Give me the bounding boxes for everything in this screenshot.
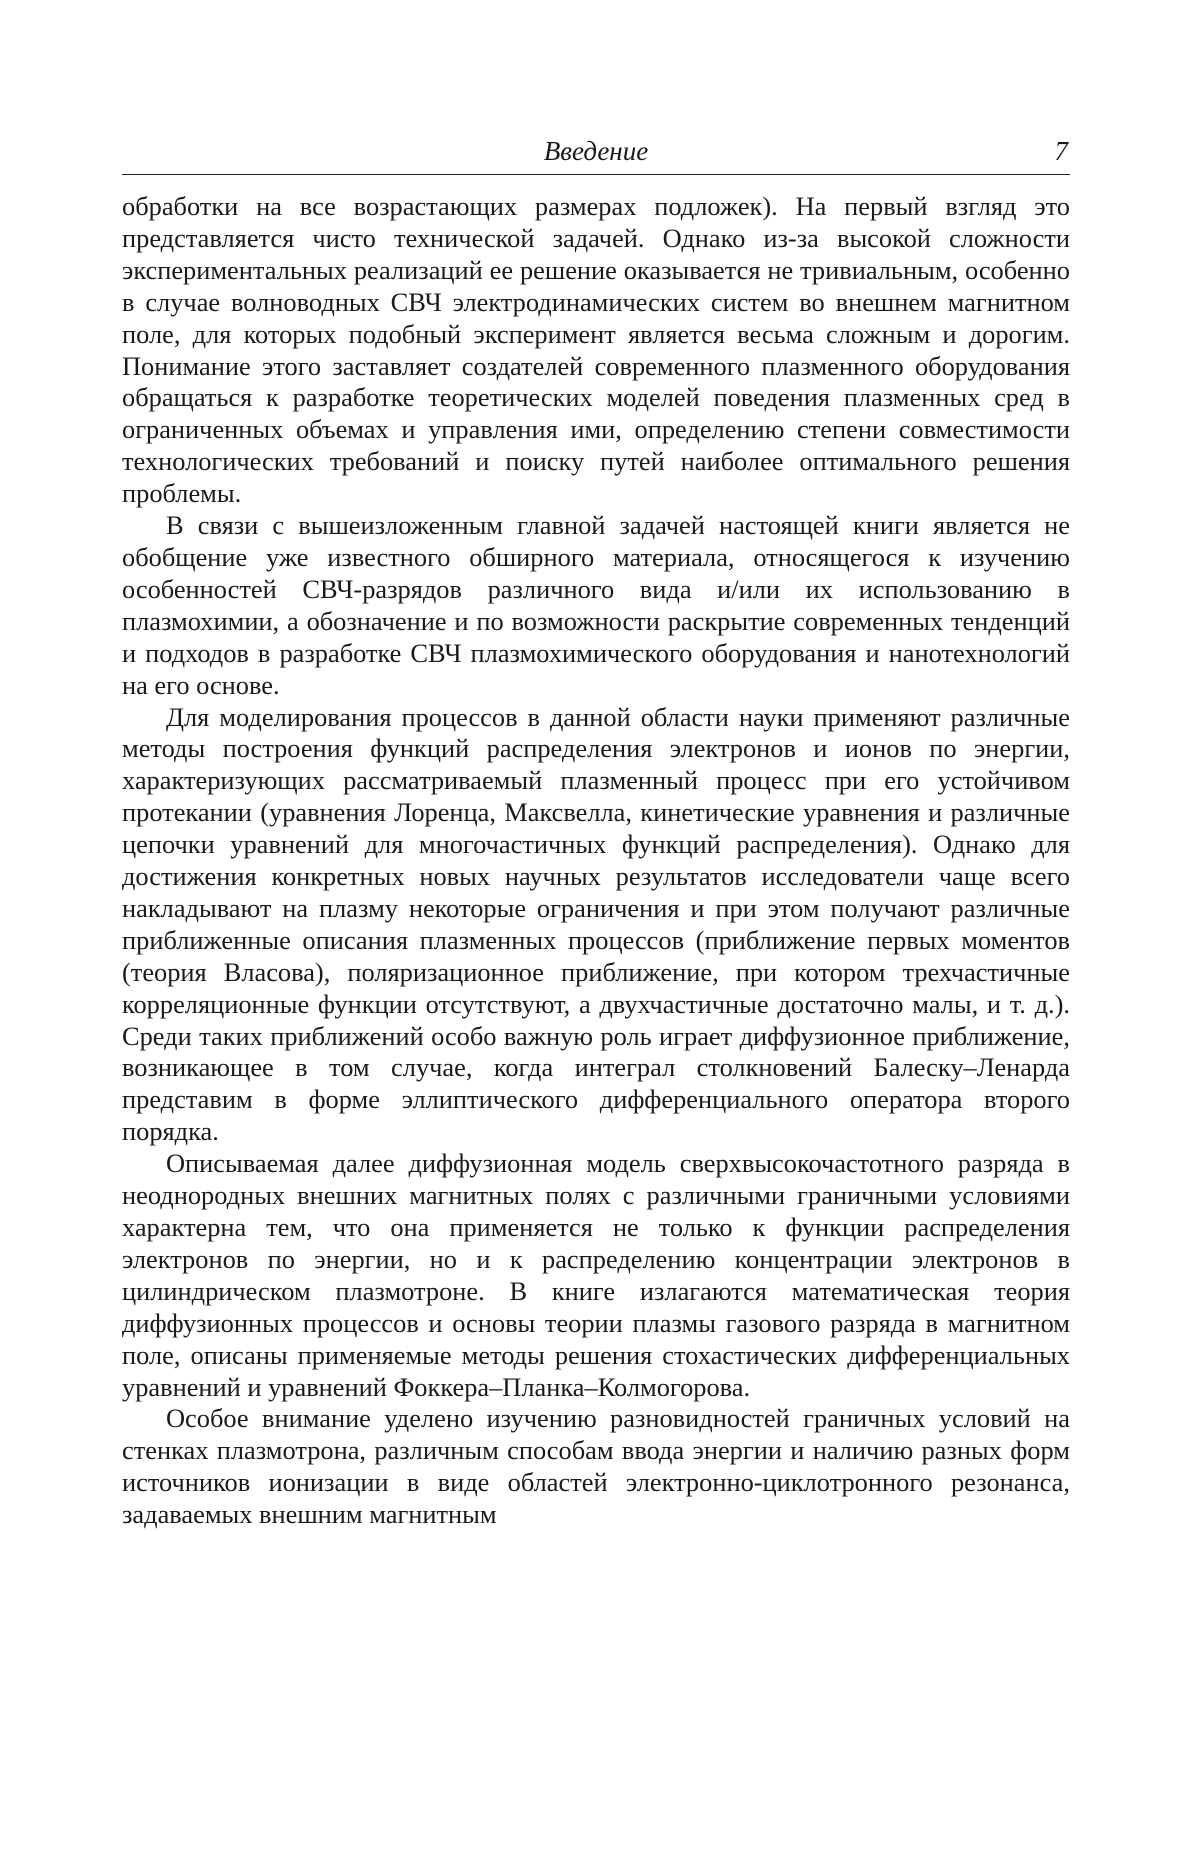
paragraph: обработки на все возрастающих размерах подложек). На первый взгляд это представляется чисто технической задачей. Однако из-за высокой сложности экспериментальных реализаций ее решение оказывается не тривиальным, особенно в случае волноводных СВЧ электродинамических систем во внешнем магнитном поле, для которых подобный эксперимент является весьма сложным и дорогим. Понимание этого заставляет создателей современного плазменного оборудования обращаться к разработке теоретических моделей поведения плазменных сред в ограниченных объемах и управления ими, определению степени совместимости технологических требований и поиску путей наиболее оптимального решения проблемы. [122, 191, 1070, 510]
page-number: 7 [1055, 136, 1069, 167]
running-header [122, 130, 1070, 175]
book-page [122, 130, 1070, 1531]
body-text [122, 191, 1070, 1531]
paragraph: Особое внимание уделено изучению разновидностей граничных условий на стенках плазмотрона, различным способам ввода энергии и наличию разных форм источников ионизации в виде областей электронно-циклотронного резонанса, задаваемых внешним магнитным [122, 1403, 1070, 1531]
paragraph: Описываемая далее диффузионная модель сверхвысокочастотного разряда в неоднородных внешних магнитных полях с различными граничными условиями характерна тем, что она применяется не только к функции распределения электронов по энергии, но и к распределению концентрации электронов в цилиндрическом плазмотроне. В книге излагаются математическая теория диффузионных процессов и основы теории плазмы газового разряда в магнитном поле, описаны применяемые методы решения стохастических дифференциальных уравнений и уравнений Фоккера–Планка–Колмогорова. [122, 1148, 1070, 1403]
paragraph: В связи с вышеизложенным главной задачей настоящей книги является не обобщение уже известного обширного материала, относящегося к изучению особенностей СВЧ-разрядов различного вида и/или их использованию в плазмохимии, а обозначение и по возможности раскрытие современных тенденций и подходов в разработке СВЧ плазмохимического оборудования и нанотехнологий на его основе. [122, 510, 1070, 701]
running-title: Введение [122, 136, 1070, 167]
paragraph: Для моделирования процессов в данной области науки применяют различные методы построения функций распределения электронов и ионов по энергии, характеризующих рассматриваемый плазменный процесс при его устойчивом протекании (уравнения Лоренца, Максвелла, кинетические уравнения и различные цепочки уравнений для многочастичных функций распределения). Однако для достижения конкретных новых научных результатов исследователи чаще всего накладывают на плазму некоторые ограничения и при этом получают различные приближенные описания плазменных процессов (приближение первых моментов (теория Власова), поляризационное приближение, при котором трехчастичные корреляционные функции отсутствуют, а двухчастичные достаточно малы, и т. д.). Среди таких приближений особо важную роль играет диффузионное приближение, возникающее в том случае, когда интеграл столкновений Балеску–Ленарда представим в форме эллиптического дифференциального оператора второго порядка. [122, 702, 1070, 1149]
